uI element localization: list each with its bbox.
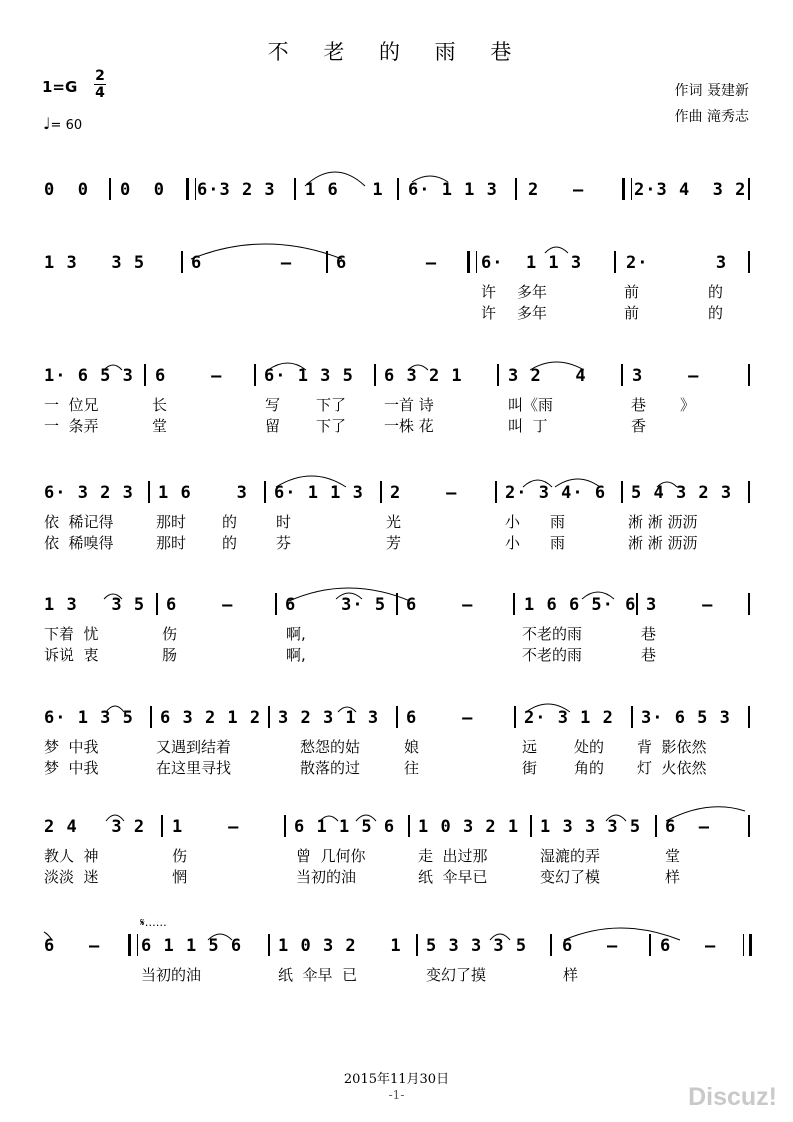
measure-notes: 6 – <box>44 936 101 956</box>
lyric: 的 <box>222 513 238 531</box>
lyric: 时 <box>276 513 292 531</box>
measure-notes: 1 6 6 5· 6 <box>524 595 637 615</box>
lyric: 小 <box>505 534 521 552</box>
measure-notes: 5 4 3 2 3 <box>631 483 733 503</box>
measure-notes: 0 0 <box>120 180 165 200</box>
lyric: 》 <box>680 396 696 414</box>
lyric: 当初的油 <box>141 966 202 984</box>
measure-notes: 6 3 2 1 2 <box>160 708 262 728</box>
lyric: 愁怨的姑 <box>300 738 361 756</box>
time-sig-bottom: 4 <box>95 85 105 101</box>
lyric: 梦 中我 <box>44 738 99 756</box>
lyric: 啊, <box>286 646 306 664</box>
measure-notes: 2· 3 4· 6 <box>505 483 607 503</box>
measure-notes: 6· 1 1 3 <box>481 253 583 273</box>
staff-row-8 <box>0 916 793 1054</box>
slurs <box>0 348 793 378</box>
measure-notes: 6·3 2 3 <box>197 180 276 200</box>
measure-notes: 3 2 3 1 3 <box>278 708 380 728</box>
lyric: 淡淡 迷 <box>44 868 99 886</box>
lyric: 下了 <box>316 417 347 435</box>
lyric: 许 <box>481 304 497 322</box>
lyric: 处的 <box>574 738 605 756</box>
measure-notes: 0 0 <box>44 180 89 200</box>
lyric: 曾 几何你 <box>296 847 366 865</box>
lyric: 不老的雨 <box>522 625 583 643</box>
time-signature <box>90 68 110 101</box>
measure-notes: 2 – <box>528 180 585 200</box>
lyric: 样 <box>665 868 681 886</box>
lyric: 多年 <box>517 304 548 322</box>
lyric: 前 <box>624 304 640 322</box>
lyric: 的 <box>708 283 724 301</box>
measure-notes: 6 – <box>406 708 474 728</box>
lyric: 梦 中我 <box>44 759 99 777</box>
lyric: 下着 忧 <box>44 625 99 643</box>
measure-notes: 1 6 3 <box>158 483 248 503</box>
lyric: 远 <box>522 738 538 756</box>
lyric: 那时 <box>156 513 187 531</box>
lyric: 写 <box>265 396 281 414</box>
lyric: 长 <box>152 396 168 414</box>
measure-notes: 6· 1 3 5 <box>264 366 354 386</box>
lyric: 惘 <box>172 868 188 886</box>
page-number: -1- <box>388 1088 405 1102</box>
slurs <box>0 233 793 263</box>
lyric: 许 <box>481 283 497 301</box>
measure-notes: 1 3 3 5 <box>44 253 146 273</box>
watermark-logo: Discuz! <box>688 1083 777 1111</box>
lyric: 往 <box>404 759 420 777</box>
measure-notes: 3 2 4 <box>508 366 587 386</box>
lyric: 一 位兄 <box>44 396 99 414</box>
lyric: 在这里寻找 <box>156 759 232 777</box>
measure-notes: 3 – <box>646 595 714 615</box>
lyric: 雨 <box>550 513 566 531</box>
measure-notes: 6 – <box>665 817 710 837</box>
lyric: 纸 伞早已 <box>418 868 488 886</box>
slurs <box>0 577 793 607</box>
lyric: 变幻了摸 <box>426 966 487 984</box>
measure-notes: 1· 6 5 3 <box>44 366 134 386</box>
measure-notes: 6 1 1 5 6 <box>294 817 396 837</box>
measure-notes: 6 – <box>191 253 293 273</box>
tempo-value: = 60 <box>50 118 83 133</box>
lyric: 依 稀记得 <box>44 513 114 531</box>
measure-notes: 6 3· 5 <box>285 595 387 615</box>
measure-notes: 6· 1 1 3 <box>408 180 498 200</box>
measure-notes: 2·3 4 3 2 <box>634 180 747 200</box>
lyric: 走 出过那 <box>418 847 488 865</box>
lyric: 一 条弄 <box>44 417 99 435</box>
lyric: 淅 淅 沥沥 <box>628 534 698 552</box>
lyric: 叫 丁 <box>508 417 548 435</box>
lyric: 留 <box>265 417 281 435</box>
measure-notes: 6· 3 2 3 <box>44 483 134 503</box>
lyric: 巷 <box>641 646 657 664</box>
measure-notes: 5 3 3 3 5 <box>426 936 528 956</box>
lyric: 伤 <box>172 847 188 865</box>
lyric: 淅 淅 沥沥 <box>628 513 698 531</box>
measure-notes: 6 3 2 1 <box>384 366 463 386</box>
slurs <box>0 465 793 495</box>
quarter-note-icon: ♩ <box>43 114 51 133</box>
measure-notes: 1 0 3 2 1 <box>278 936 402 956</box>
lyric: 当初的油 <box>296 868 357 886</box>
lyric: 巷 <box>641 625 657 643</box>
measure-notes: 3· 6 5 3 <box>641 708 731 728</box>
lyric: 变幻了模 <box>540 868 601 886</box>
measure-notes: 6 – <box>406 595 474 615</box>
lyric: 依 稀嗅得 <box>44 534 114 552</box>
lyric: 芬 <box>276 534 292 552</box>
measure-notes: 1 6 1 <box>305 180 384 200</box>
lyric: 湿漉的弄 <box>540 847 601 865</box>
lyric: 角的 <box>574 759 605 777</box>
lyric: 啊, <box>286 625 306 643</box>
lyric: 街 <box>522 759 538 777</box>
lyric: 小 <box>505 513 521 531</box>
measure-notes: 1 – <box>172 817 240 837</box>
lyric: 背 影依然 <box>637 738 707 756</box>
measure-notes: 1 3 3 5 <box>44 595 146 615</box>
lyric: 又遇到结着 <box>156 738 232 756</box>
measure-notes: 2· 3 1 2 <box>524 708 614 728</box>
lyric: 巷 <box>631 396 647 414</box>
page-title: 不 老 的 雨 巷 <box>267 40 526 64</box>
lyric: 香 <box>631 417 647 435</box>
slurs <box>0 918 793 948</box>
measure-notes: 6 – <box>660 936 717 956</box>
time-sig-top: 2 <box>95 68 105 84</box>
segno-mark: 𝄋…… <box>140 916 167 929</box>
lyricist: 作词 聂建新 <box>674 83 749 99</box>
lyric: 芳 <box>386 534 402 552</box>
measure-notes: 2 4 3 2 <box>44 817 146 837</box>
measure-notes: 1 3 3 3 5 <box>540 817 642 837</box>
lyric: 不老的雨 <box>522 646 583 664</box>
lyric: 光 <box>386 513 402 531</box>
key-signature: 1=G <box>42 78 78 96</box>
measure-notes: 6 – <box>155 366 223 386</box>
lyric: 雨 <box>550 534 566 552</box>
slurs <box>0 799 793 829</box>
lyric: 诉说 衷 <box>44 646 99 664</box>
measure-notes: 3 – <box>632 366 700 386</box>
measure-notes: 2 – <box>390 483 458 503</box>
measure-notes: 1 0 3 2 1 <box>418 817 520 837</box>
lyric: 伤 <box>162 625 178 643</box>
slurs <box>0 690 793 720</box>
lyric: 堂 <box>665 847 681 865</box>
lyric: 一首 诗 <box>384 396 434 414</box>
measure-notes: 6 – <box>562 936 619 956</box>
measure-notes: 6 – <box>166 595 234 615</box>
slurs <box>0 164 793 194</box>
lyric: 下了 <box>316 396 347 414</box>
lyric: 娘 <box>404 738 420 756</box>
measure-notes: 6· 1 1 3 <box>274 483 364 503</box>
lyric: 堂 <box>152 417 168 435</box>
staff-row-7 <box>0 815 793 935</box>
lyric: 那时 <box>156 534 187 552</box>
lyric: 样 <box>563 966 579 984</box>
measure-notes: 6· 1 3 5 <box>44 708 134 728</box>
measure-notes: 6 1 1 5 6 <box>141 936 243 956</box>
measure-notes: 2· 3 <box>626 253 728 273</box>
lyric: 一株 花 <box>384 417 434 435</box>
lyric: 叫《雨 <box>508 396 554 414</box>
lyric: 多年 <box>517 283 548 301</box>
lyric: 前 <box>624 283 640 301</box>
composer: 作曲 滝秀志 <box>674 109 749 125</box>
tempo-marking <box>43 114 82 133</box>
lyric: 灯 火依然 <box>637 759 707 777</box>
lyric: 教人 神 <box>44 847 99 865</box>
lyric: 的 <box>222 534 238 552</box>
lyric: 散落的过 <box>300 759 361 777</box>
lyric: 的 <box>708 304 724 322</box>
lyric: 肠 <box>162 646 178 664</box>
lyric: 纸 伞早 已 <box>278 966 358 984</box>
footer-date: 2015年11月30日 <box>343 1072 450 1087</box>
measure-notes: 6 – <box>336 253 438 273</box>
